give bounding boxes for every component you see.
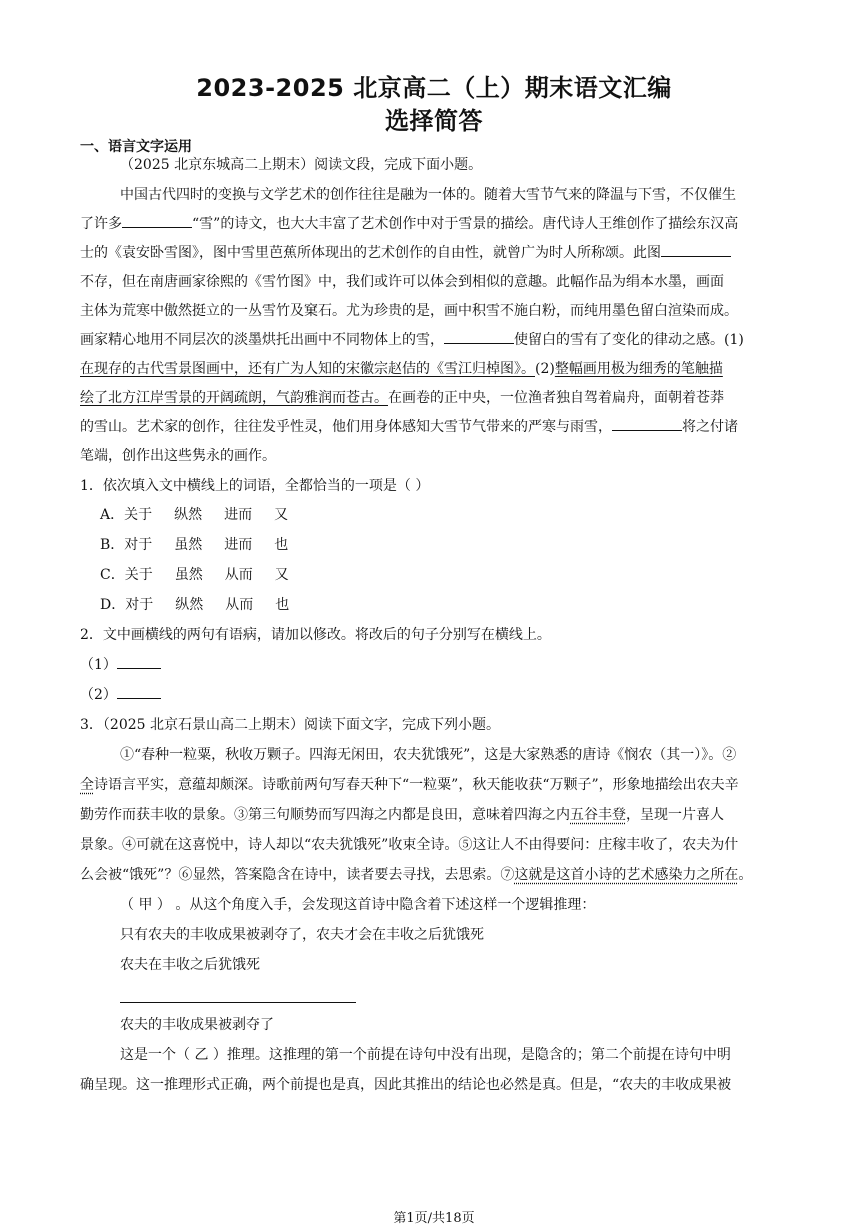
fill-blank-2: [661, 244, 731, 257]
underlined-sentence-2-cont: 绘了北方江岸雪景的开阔疏朗，气韵雅润而苍古。: [80, 390, 388, 406]
passage-line: 的雪山。艺术家的创作，往往发乎性灵，他们用身体感知大雪节气带来的严寒与雨雪， 将之付诸: [80, 419, 738, 435]
question-1-stem: 1．依次填入文中横线上的词语，全都恰当的一项是（ ）: [80, 478, 430, 494]
passage-line: 勤劳作而获丰收的景象。③第三句顺势而写四海之内都是良田，意味着四海之内五谷丰登，呈现一片喜人: [80, 807, 724, 823]
syllogism-divider: [120, 1002, 356, 1003]
dotted-word: 全: [80, 777, 94, 793]
passage-line: 笔端，创作出这些隽永的画作。: [80, 448, 276, 464]
premise-2: 农夫在丰收之后犹饿死: [120, 957, 260, 973]
passage-line: 了许多 “雪”的诗文，也大大丰富了艺术创作中对于雪景的描绘。唐代诗人王维创作了描绘东汉高: [80, 216, 739, 232]
option-d: D．对于 纵然 从而 也: [100, 597, 290, 613]
passage-intro: （2025 北京东城高二上期末）阅读文段，完成下面小题。: [120, 157, 483, 173]
passage-line: 画家精心地用不同层次的淡墨烘托出画中不同物体上的雪， 使留白的雪有了变化的律动之感。(1): [80, 332, 744, 348]
option-c: C．关于 虽然 从而 又: [100, 567, 289, 583]
section-heading: 一、语言文字运用: [80, 139, 192, 155]
passage-line: 不存，但在南唐画家徐熙的《雪竹图》中，我们或许可以体会到相似的意趣。此幅作品为绢本水墨，画面: [80, 274, 724, 290]
answer-line-1: （1）: [80, 656, 792, 674]
answer-blank-1: [117, 656, 161, 669]
question-3-stem: 3．（2025 北京石景山高二上期末）阅读下面文字，完成下列小题。: [80, 717, 500, 733]
dotted-sentence: 这就是这首小诗的艺术感染力之所在: [514, 867, 739, 883]
passage-line: 这是一个（ 乙 ）推理。这推理的第一个前提在诗句中没有出现，是隐含的；第二个前提在诗句中明: [120, 1047, 731, 1063]
passage-line: 在现存的古代雪景图画中，还有广为人知的宋徽宗赵佶的《雪江归棹图》。(2)整幅画用极为细秀的笔触描: [80, 361, 723, 377]
premise-1: 只有农夫的丰收成果被剥夺了，农夫才会在丰收之后犹饿死: [120, 927, 484, 943]
passage-line: 士的《袁安卧雪图》，图中雪里芭蕉所体现出的艺术创作的自由性，就曾广为时人所称颂。此图: [80, 244, 792, 262]
dotted-phrase: 五谷丰登: [570, 807, 626, 823]
passage-line: 主体为荒寒中傲然挺立的一丛雪竹及窠石。尤为珍贵的是，画中积雪不施白粉，而纯用墨色留白渲染而成。: [80, 303, 738, 319]
option-a: A．关于 纵然 进而 又: [100, 507, 289, 523]
fill-blank-1: [122, 215, 192, 228]
passage-line: 确呈现。这一推理形式正确，两个前提也是真，因此其推出的结论也必然是真。但是，“农夫的丰收成果被: [80, 1077, 732, 1093]
passage-line: 全诗语言平实，意蕴却颇深。诗歌前两句写春天种下“一粒粟”，秋天能收获“万颗子”，形象地描绘出农夫辛: [80, 777, 739, 793]
passage-line: 中国古代四时的变换与文学艺术的创作往往是融为一体的。随着大雪节气来的降温与下雪，不仅催生: [120, 187, 736, 203]
page-number: 第1页/共18页: [393, 1211, 475, 1226]
fill-blank-3: [444, 331, 514, 344]
passage-line: ①“春种一粒粟，秋收万颗子。四海无闲田，农夫犹饿死”，这是大家熟悉的唐诗《悯农（其一）》。②: [120, 747, 737, 763]
passage-line: 么会被“饿死”？⑥显然，答案隐含在诗中，读者要去寻找，去思索。⑦这就是这首小诗的艺术感染力之所在。: [80, 867, 753, 883]
passage-line: 绘了北方江岸雪景的开阔疏朗，气韵雅润而苍古。在画卷的正中央，一位渔者独自驾着扁舟，面朝着苍莽: [80, 390, 724, 406]
document-subtitle: 选择简答: [385, 107, 483, 135]
passage-line: 景象。④可就在这喜悦中，诗人却以“农夫犹饿死”收束全诗。⑤这让人不由得要问：庄稼丰收了，农夫为什: [80, 837, 739, 853]
question-2-stem: 2．文中画横线的两句有语病，请加以修改。将改后的句子分别写在横线上。: [80, 627, 551, 643]
answer-line-2: （2）: [80, 686, 792, 704]
fill-blank-4: [612, 418, 682, 431]
answer-blank-2: [117, 686, 161, 699]
conclusion: 农夫的丰收成果被剥夺了: [120, 1017, 274, 1033]
option-b: B．对于 虽然 进而 也: [100, 537, 289, 553]
underlined-sentence-2: 整幅画用极为细秀的笔触描: [554, 361, 723, 377]
document-title: 2023-2025 北京高二（上）期末语文汇编: [196, 74, 672, 102]
passage-line: （ 甲 ） 。从这个角度入手，会发现这首诗中隐含着下述这样一个逻辑推理：: [120, 897, 596, 913]
underlined-sentence-1: 在现存的古代雪景图画中，还有广为人知的宋徽宗赵佶的《雪江归棹图》。: [80, 361, 535, 377]
